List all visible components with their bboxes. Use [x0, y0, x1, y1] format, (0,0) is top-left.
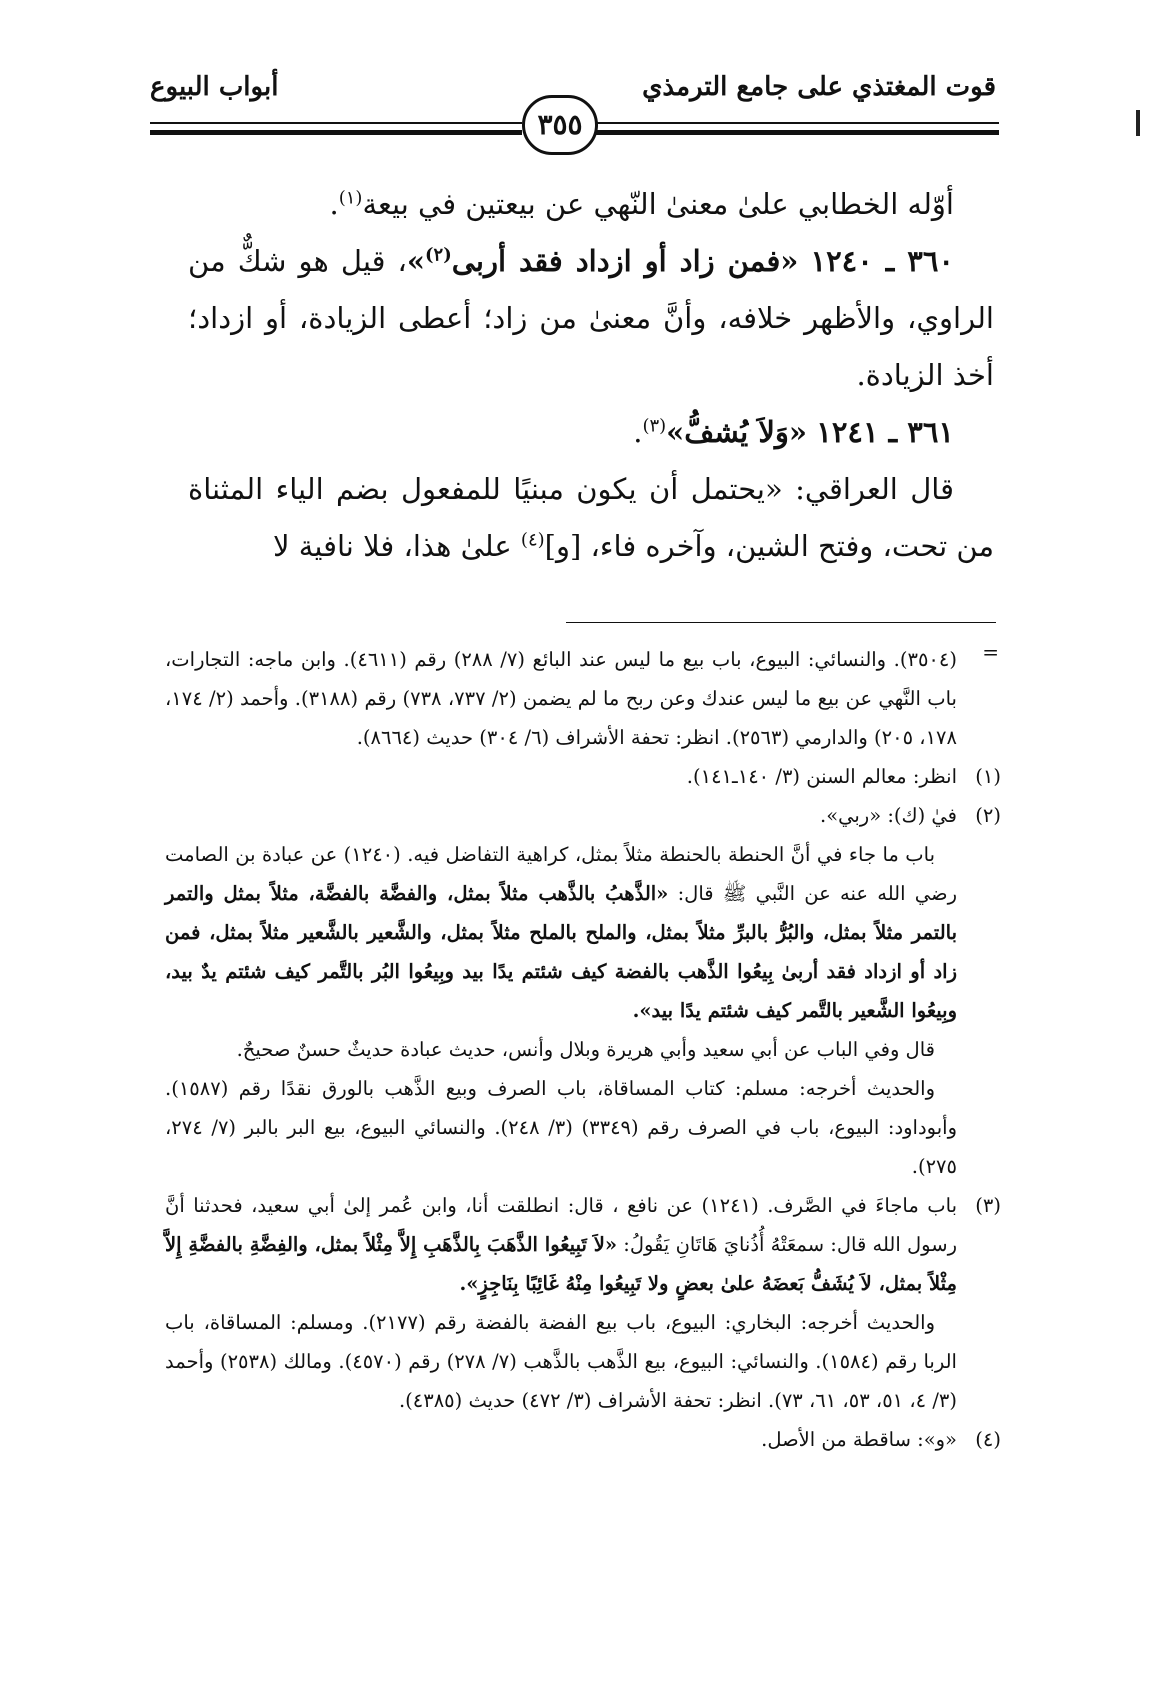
p3-entry-number: ٣٦١ ـ ١٢٤١ [816, 415, 954, 449]
footnote-1-number: (١) [975, 765, 1001, 788]
footnote-3 [165, 1186, 1001, 1420]
footnote-2-quote: «الذَّهبُ بالذَّهب مثلاً بمثل، والفضَّة بالفضَّة، مثلاً بمثل والتمر بالتمر مثلاً بمثل، والبُرُّ بالبرِّ مثلاً بمثل، والملح بالملح مثلاً بمثل، والشَّعير بالشَّعير مثلاً بمثل، فمن زاد أو ازداد فقد أربىٰ بِيعُوا الذَّهب بالفضة كيف شئتم يدًا بيد وبِيعُوا البُر بالتَّمر كيف شئتم يدٌ بيد، وبِيعُوا الشَّعير بالتَّمر كيف شئتم يدًا بيد». [165, 882, 957, 1022]
footnote-2-body [165, 796, 957, 1186]
p3-footnote-ref: (٣) [642, 415, 667, 437]
footnote-continuation-text: (٣٥٠٤). والنسائي: البيوع، باب بيع ما ليس عند البائع (٧/ ٢٨٨) رقم (٤٦١١). وابن ماجه: التجارات، باب النَّهي عن بيع ما ليس عندك وعن ربح ما لم يضمن (٢/ ٧٣٧، ٧٣٨) رقم (٣١٨٨). وأحمد (٢/ ١٧٤، ١٧٨، ٢٠٥) والدارمي (٢٥٦٣). انظر: تحفة الأشراف (٦/ ٣٠٤) حديث (٨٦٦٤). [165, 648, 957, 749]
p1-footnote-ref: (١) [338, 187, 363, 209]
footnote-3-chapter: باب ماجاءَ في الصَّرف. (١٢٤١) عن نافع ، قال: انطلقت أنا، وابن عُمر إلىٰ أبي سعيد، فحدثنا أنَّ رسول الله قال: سمعَتْهُ أُذُنايَ هَاتَانِ يَقُولُ: [165, 1194, 957, 1256]
footnote-2-number: (٢) [975, 804, 1001, 827]
p2-footnote-ref: (٢) [425, 244, 452, 266]
p4-text-a: قال العراقي: «يحتمل أن يكون مبنيًا للمفعول بضم الياء المثناة من تحت، وفتح الشين، وآخره فاء، [و] [188, 472, 994, 563]
p4-text-b: علىٰ هذا، فلا نافية لا [273, 529, 521, 563]
footnote-3-hadith [165, 1186, 957, 1303]
footnote-2-hadith [165, 835, 957, 1030]
footnote-2 [165, 796, 1001, 1186]
footnote-4 [165, 1420, 1001, 1459]
footnote-continuation [165, 640, 1001, 757]
p2-entry-number: ٣٦٠ ـ ١٢٤٠ [810, 244, 954, 278]
p3-quote: «وَلاَ يُشفُّ» [666, 415, 808, 449]
p2-quote: «فمن زاد أو ازداد فقد أربى [451, 244, 799, 278]
p2-quote-end: » [406, 244, 426, 278]
footnote-3-number: (٣) [975, 1194, 1001, 1217]
footnote-3-sources: والحديث أخرجه: البخاري: البيوع، باب بيع الفضة بالفضة رقم (٢١٧٧). ومسلم: المساقاة، باب الربا رقم (١٥٨٤). والنسائي: البيوع، بيع الذَّهب بالذَّهب (٧/ ٢٧٨) رقم (٤٥٧٠). ومالك (٢٥٣٨) وأحمد (٣/ ٤، ٥١، ٥٣، ٦١، ٧٣). انظر: تحفة الأشراف (٣/ ٤٧٢) حديث (٤٣٨٥). [165, 1311, 957, 1412]
p1-end: . [329, 187, 339, 221]
footnote-2-chapter: باب ما جاء في أنَّ الحنطة بالحنطة مثلاً بمثل، كراهية التفاضل فيه. (١٢٤٠) عن عبادة بن الصامت رضي الله عنه عن النَّبي ﷺ قال: [165, 843, 957, 905]
footnote-2-head: فيٰ (ك): «ربي». [820, 804, 957, 827]
footnote-3-body [165, 1186, 957, 1420]
header-rule-thick-left [150, 130, 522, 135]
page-number: ٣٥٥ [522, 95, 598, 155]
footnotes [165, 640, 1001, 1459]
paragraph-3 [188, 404, 994, 461]
footnote-4-text: «و»: ساقطة من الأصل. [761, 1428, 957, 1451]
p2-text: ، قيل هو شكٌّ من الراوي، والأظهر خلافه، وأنَّ معنىٰ من زاد؛ أعطى الزيادة، أو ازداد؛ أخذ الزيادة. [188, 244, 994, 392]
paragraph-1 [188, 176, 994, 233]
paragraph-2 [188, 233, 994, 404]
header-rule-thin-left [150, 122, 522, 124]
footnote-4-number: (٤) [975, 1428, 1001, 1451]
margin-mark [1136, 110, 1140, 136]
p4-footnote-ref: (٤) [520, 529, 545, 551]
p3-end: . [633, 415, 643, 449]
footnote-separator [566, 622, 996, 623]
paragraph-4 [188, 461, 994, 575]
header-rule-thick-right [592, 130, 999, 135]
footnote-3-quote: «لاَ تَبِيعُوا الذَّهَبَ بِالذَّهَبِ إِلاَّ مِثْلاً بمثل، والفِضَّةِ بالفضَّةِ إِلاَّ مِثْلاً بمثل، لاَ يُشَفُّ بَعضَهُ علىٰ بعضٍ ولا تَبِيعُوا مِنْهُ غَائِبًا بِنَاجِزٍ». [165, 1233, 957, 1295]
book-title: قوت المغتذي على جامع الترمذي [642, 72, 996, 102]
footnote-1-text: انظر: معالم السنن (٣/ ١٤٠ـ١٤١). [686, 765, 957, 788]
header-rule-thin-right [592, 122, 999, 124]
footnote-1 [165, 757, 1001, 796]
chapter-title: أبواب البيوع [150, 72, 279, 102]
p1-text: أوّله الخطابي علىٰ معنىٰ النّهي عن بيعتين في بيعة [362, 187, 954, 221]
footnote-spacer [957, 640, 1001, 757]
footnote-2-grading: قال وفي الباب عن أبي سعيد وأبي هريرة وبلال وأنس، حديث عبادة حديثٌ حسنٌ صحيحٌ. [236, 1038, 935, 1061]
footnote-2-sources: والحديث أخرجه: مسلم: كتاب المساقاة، باب الصرف وبيع الذَّهب بالورق نقدًا رقم (١٥٨٧). وأبوداود: البيوع، باب في الصرف رقم (٣٣٤٩) (٣/ ٢٤٨). والنسائي البيوع، بيع البر بالبر (٧/ ٢٧٤، ٢٧٥). [165, 1077, 957, 1178]
main-text [188, 176, 994, 575]
footnote-continuation-mark: = [982, 640, 999, 664]
